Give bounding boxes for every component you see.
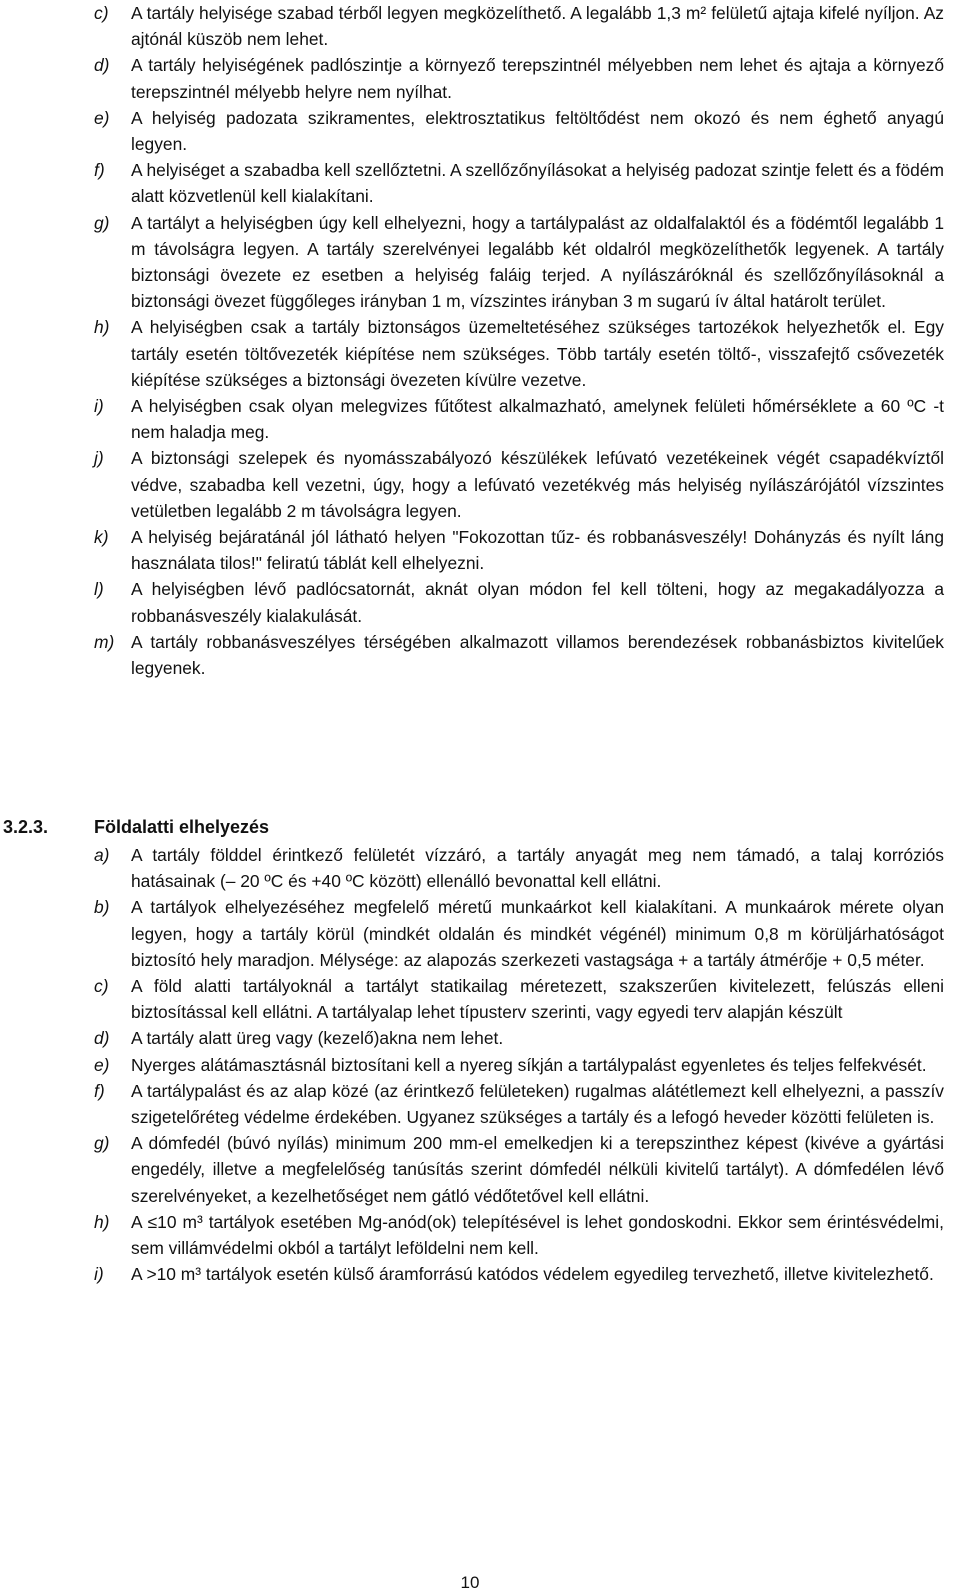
item-text: A tartály helyiségének padlószintje a környező terepszintnél mélyebben nem lehet és ajtaja a környező terepszintnél mélyebb helyre nem nyílhat. bbox=[131, 55, 944, 102]
item-text: A helyiség padozata szikramentes, elektrosztatikus feltöltődést nem okozó és nem éghető anyagú legyen. bbox=[131, 107, 944, 155]
list-item bbox=[94, 157, 944, 209]
item-label: i) bbox=[94, 1264, 104, 1285]
item-label: e) bbox=[94, 107, 110, 128]
item-text: A >10 m³ tartályok esetén külső áramforrású katódos védelem egyedileg tervezhető, illetve kivitelezhető. bbox=[131, 1264, 934, 1285]
item-text: A helyiségben lévő padlócsatornát, aknát olyan módon fel kell tölteni, hogy az megakadályozza a robbanásveszély kialakulását. bbox=[131, 579, 944, 626]
item-label: a) bbox=[94, 845, 110, 865]
item-label: c) bbox=[94, 3, 109, 23]
item-text: A föld alatti tartályoknál a tartályt statikailag méretezett, szakszerűen kivitelezett, felúszás elleni biztosítással kell ellátni. A tartályalap lehet típusterv szerinti, vagy egyedi terv alapján készült bbox=[131, 976, 944, 1023]
list-item bbox=[94, 1261, 944, 1287]
list-item bbox=[94, 393, 944, 445]
item-label: d) bbox=[94, 1028, 110, 1049]
list-item bbox=[94, 894, 944, 973]
item-label: h) bbox=[94, 1211, 110, 1232]
item-label: f) bbox=[94, 160, 105, 181]
page-number: 10 bbox=[460, 1573, 480, 1592]
item-label: h) bbox=[94, 317, 110, 338]
section-heading bbox=[3, 814, 903, 840]
item-text: A helyiséget a szabadba kell szellőztetni. A szellőzőnyílásokat a helyiség padozat szintje felett és a födém alatt közvetlenül kell kialakítani. bbox=[131, 160, 945, 207]
item-text: A tartályok elhelyezéséhez megfelelő méretű munkaárkot kell kialakítani. A munkaárok mérete olyan legyen, hogy a tartály körül (mindkét oldalán és mindkét végénél) minimum 0,8 m körüljárhatóságot biztosító hely maradjon. Mélysége: az alapozás szerkezeti vastagsága + a tartály átmérője + 0,5 méter. bbox=[131, 897, 944, 970]
list-item bbox=[94, 1052, 944, 1078]
item-text: A helyiségben csak olyan melegvizes fűtőtest alkalmazható, amelynek felületi hőmérséklete a 60 ºC -t nem haladja meg. bbox=[131, 396, 944, 443]
item-label: f) bbox=[94, 1080, 105, 1101]
item-label: l) bbox=[94, 579, 104, 600]
item-label: b) bbox=[94, 897, 110, 918]
list-item bbox=[94, 1130, 944, 1209]
list-item bbox=[94, 576, 944, 628]
item-label: d) bbox=[94, 55, 110, 76]
list-item bbox=[94, 314, 944, 393]
list-item bbox=[94, 1209, 944, 1261]
item-text: A tartály robbanásveszélyes térségében alkalmazott villamos berendezések robbanásbiztos kivitelűek legyenek. bbox=[131, 631, 944, 679]
item-text: A tartályt a helyiségben úgy kell elhelyezni, hogy a tartálypalást az oldalfalaktól és a födémtől legalább 1 m távolságra legyen. A tartály szerelvényei legalább két oldalról megközelíthetők legyenek. A tartály biztonsági övezete ez esetben a helyiség faláig terjed. A nyílászáróknál és szellőzőnyílásoknál a biztonsági övezet függőleges irányban 1 m, vízszintes irányban 3 m sugarú ív által határolt terület. bbox=[131, 212, 944, 312]
section-number: 3.2.3. bbox=[3, 817, 49, 837]
item-text: Nyerges alátámasztásnál biztosítani kell a nyereg síkján a tartálypalást egyenletes és teljes felfekvését. bbox=[131, 1054, 927, 1075]
item-label: g) bbox=[94, 1133, 110, 1154]
list-item bbox=[94, 210, 944, 315]
item-text: A tartály helyisége szabad térből legyen megközelíthető. A legalább 1,3 m² felületű ajtaja kifelé nyíljon. Az ajtónál küszöb nem lehet. bbox=[131, 3, 944, 50]
item-text: A biztonsági szelepek és nyomásszabályozó készülékek lefúvató vezetékeinek végét csapadékvíztől védve, szabadba kell vezetni, úgy, hogy a lefúvató vezetékvég más helyiség nyílászárójától vízszintes vetületben legalább 2 m távolságra legyen. bbox=[131, 448, 944, 521]
item-text: A ≤10 m³ tartályok esetében Mg-anód(ok) telepítésével is lehet gondoskodni. Ekkor sem érintésvédelmi, sem villámvédelmi okból a tartályt leföldelni nem kell. bbox=[131, 1211, 944, 1259]
section-title: Földalatti elhelyezés bbox=[94, 817, 270, 837]
list-item bbox=[94, 973, 944, 1025]
item-text: A tartály földdel érintkező felületét vízzáró, a tartály anyagát meg nem támadó, a talaj korróziós hatásainak (– 20 ºC és +40 ºC között) ellenálló bevonattal kell ellátni. bbox=[131, 845, 944, 892]
item-label: j) bbox=[94, 448, 104, 469]
list-item bbox=[94, 105, 944, 157]
item-label: i) bbox=[94, 396, 104, 417]
item-text: A helyiség bejáratánál jól látható helyen "Fokozottan tűz- és robbanásveszély! Dohányzás és nyílt láng használata tilos!" feliratú táblát kell elhelyezni. bbox=[131, 527, 944, 574]
item-text: A tartálypalást és az alap közé (az érintkező felületeken) rugalmas alátétlemezt kell elhelyezni, a passzív szigetelőréteg védelme érdekében. Ugyanez szükséges a tartály és a lefogó heveder közötti felületen is. bbox=[131, 1080, 944, 1128]
underground-requirements-list bbox=[94, 842, 944, 1287]
list-item bbox=[94, 629, 944, 681]
list-item bbox=[94, 1078, 944, 1130]
requirements-list bbox=[94, 0, 944, 681]
item-text: A tartály alatt üreg vagy (kezelő)akna nem lehet. bbox=[131, 1028, 504, 1049]
list-item bbox=[94, 842, 944, 894]
list-item bbox=[94, 52, 944, 104]
item-label: c) bbox=[94, 976, 109, 997]
list-item bbox=[94, 445, 944, 524]
list-item bbox=[94, 524, 944, 576]
item-label: m) bbox=[94, 631, 115, 652]
item-text: A dómfedél (búvó nyílás) minimum 200 mm-el emelkedjen ki a terepszinthez képest (kivéve a gyártási engedély, illetve a megfelelőség tanúsítás szerint dómfedél nélküli kivitelű tartályt). A dómfedélen lévő szerelvényeket, a kezelhetőséget nem gátló védőtetővel kell ellátni. bbox=[131, 1133, 944, 1206]
item-label: e) bbox=[94, 1054, 110, 1075]
item-label: k) bbox=[94, 527, 109, 548]
item-label: g) bbox=[94, 212, 110, 233]
item-text: A helyiségben csak a tartály biztonságos üzemeltetéséhez szükséges tartozékok helyezhetők el. Egy tartály esetén töltővezeték kiépítése nem szükséges. Több tartály esetén töltő-, visszafejtő csővezeték kiépítése szükséges a biztonsági övezeten kívülre vezetve. bbox=[131, 317, 944, 390]
list-item bbox=[94, 0, 944, 52]
list-item bbox=[94, 1025, 944, 1051]
